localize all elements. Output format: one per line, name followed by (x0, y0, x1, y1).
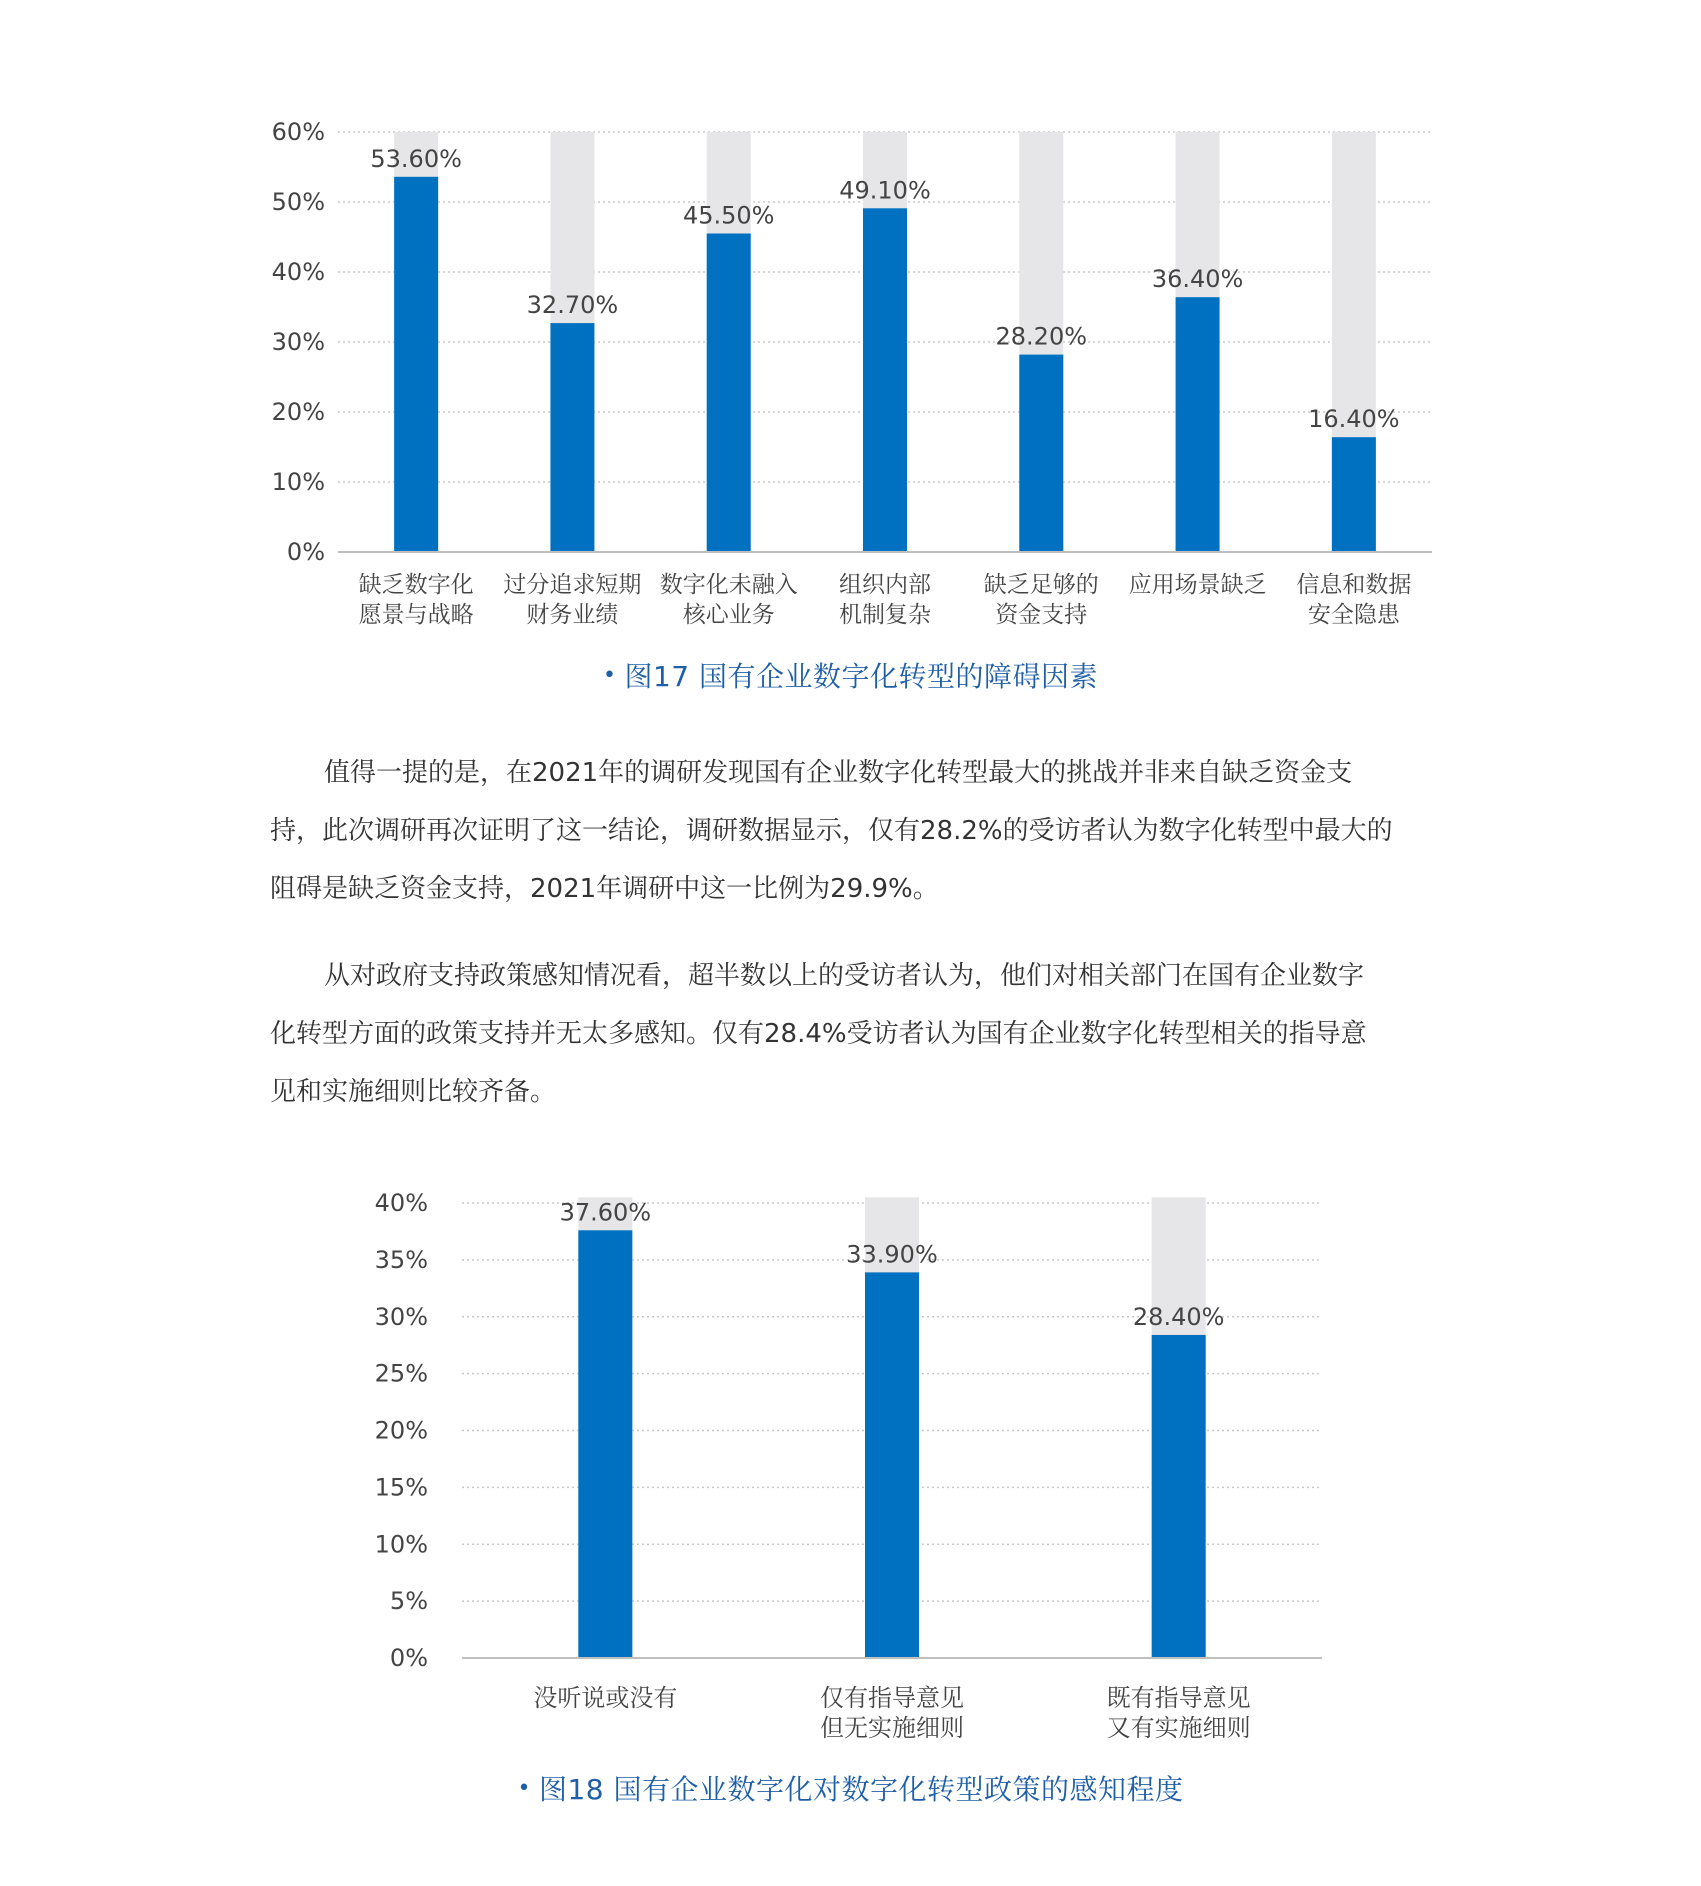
paragraph-line: 阻碍是缺乏资金支持，2021年调研中这一比例为29.9%。 (270, 874, 939, 904)
x-category-label: 愿景与战略 (358, 602, 474, 628)
x-category-label: 组织内部 (839, 572, 931, 598)
paragraph-line: 值得一提的是，在2021年的调研发现国有企业数字化转型最大的挑战并非来自缺乏资金支 (324, 758, 1353, 788)
y-tick-label: 15% (374, 1473, 428, 1502)
y-tick-label: 50% (271, 188, 325, 216)
y-tick-label: 5% (389, 1587, 428, 1616)
y-tick-label: 10% (271, 468, 325, 496)
figure-18-caption (0, 1768, 1701, 1808)
x-category-label: 核心业务 (682, 602, 775, 628)
bar (1152, 1335, 1206, 1658)
figure-17-caption (0, 655, 1701, 695)
bar (578, 1230, 632, 1658)
y-tick-label: 0% (286, 538, 325, 566)
figure-18-caption-text: 图18 国有企业数字化对数字化转型政策的感知程度 (538, 1773, 1184, 1806)
chart-policy-perception-svg (0, 1170, 1701, 1770)
paragraph-line: 从对政府支持政策感知情况看，超半数以上的受访者认为，他们对相关部门在国有企业数字 (324, 961, 1365, 991)
bar (1332, 437, 1376, 552)
y-tick-label: 0% (389, 1644, 428, 1672)
bar (394, 177, 438, 552)
paragraph-line: 见和实施细则比较齐备。 (270, 1077, 557, 1107)
y-tick-label: 20% (271, 398, 325, 426)
paragraph-policy-perception (270, 947, 1430, 1121)
figure-17-caption-text: 图17 国有企业数字化转型的障碍因素 (624, 660, 1098, 693)
paragraph-line: 持，此次调研再次证明了这一结论，调研数据显示，仅有28.2%的受访者认为数字化转型中最大的 (270, 816, 1393, 846)
bar-value-label: 53.60% (370, 144, 462, 173)
chart-obstacles (0, 100, 1701, 660)
bar (865, 1272, 919, 1658)
x-category-label: 又有实施细则 (1106, 1714, 1251, 1742)
x-category-label: 机制复杂 (839, 602, 931, 628)
x-category-label: 应用场景缺乏 (1128, 572, 1267, 598)
bar-value-label: 45.50% (682, 201, 775, 230)
x-category-label: 数字化未融入 (659, 572, 798, 598)
y-tick-label: 35% (374, 1245, 428, 1274)
x-category-label: 安全隐患 (1307, 602, 1400, 628)
y-tick-label: 40% (271, 258, 325, 286)
bar (1176, 297, 1220, 552)
x-category-label: 缺乏数字化 (358, 572, 474, 598)
bar-value-label: 28.40% (1132, 1302, 1225, 1331)
x-category-label: 信息和数据 (1296, 572, 1412, 598)
bar-value-label: 37.60% (559, 1198, 652, 1227)
bar (863, 208, 907, 552)
x-category-label: 资金支持 (995, 602, 1088, 628)
x-category-label: 仅有指导意见 (820, 1684, 964, 1712)
bar-value-label: 36.40% (1151, 265, 1244, 294)
y-tick-label: 60% (271, 118, 325, 146)
bar-value-label: 16.40% (1308, 405, 1400, 434)
x-category-label: 过分追求短期 (503, 572, 642, 598)
x-category-label: 财务业绩 (526, 602, 619, 628)
y-tick-label: 20% (374, 1416, 428, 1445)
x-category-label: 既有指导意见 (1106, 1684, 1251, 1712)
bar (550, 323, 594, 552)
caption-bullet: • (517, 1776, 531, 1801)
y-tick-label: 30% (374, 1302, 428, 1331)
x-category-label: 缺乏足够的 (983, 572, 1099, 598)
y-tick-label: 25% (374, 1359, 428, 1388)
chart-policy-perception (0, 1170, 1701, 1770)
bar-value-label: 33.90% (846, 1240, 938, 1269)
bar-value-label: 49.10% (839, 176, 931, 205)
caption-bullet: • (602, 663, 617, 688)
paragraph-line: 化转型方面的政策支持并无太多感知。仅有28.4%受访者认为国有企业数字化转型相关的指导意 (270, 1019, 1367, 1049)
x-category-label: 但无实施细则 (820, 1714, 964, 1742)
bar-value-label: 32.70% (526, 291, 619, 320)
y-tick-label: 30% (271, 328, 325, 356)
y-tick-label: 10% (374, 1530, 428, 1559)
chart-obstacles-svg (0, 100, 1701, 660)
paragraph-funding-challenge (270, 744, 1430, 918)
y-tick-label: 40% (374, 1189, 428, 1217)
bar (707, 234, 751, 553)
x-category-label: 没听说或没有 (533, 1684, 678, 1712)
bar-value-label: 28.20% (995, 322, 1088, 351)
bar (1019, 355, 1063, 552)
